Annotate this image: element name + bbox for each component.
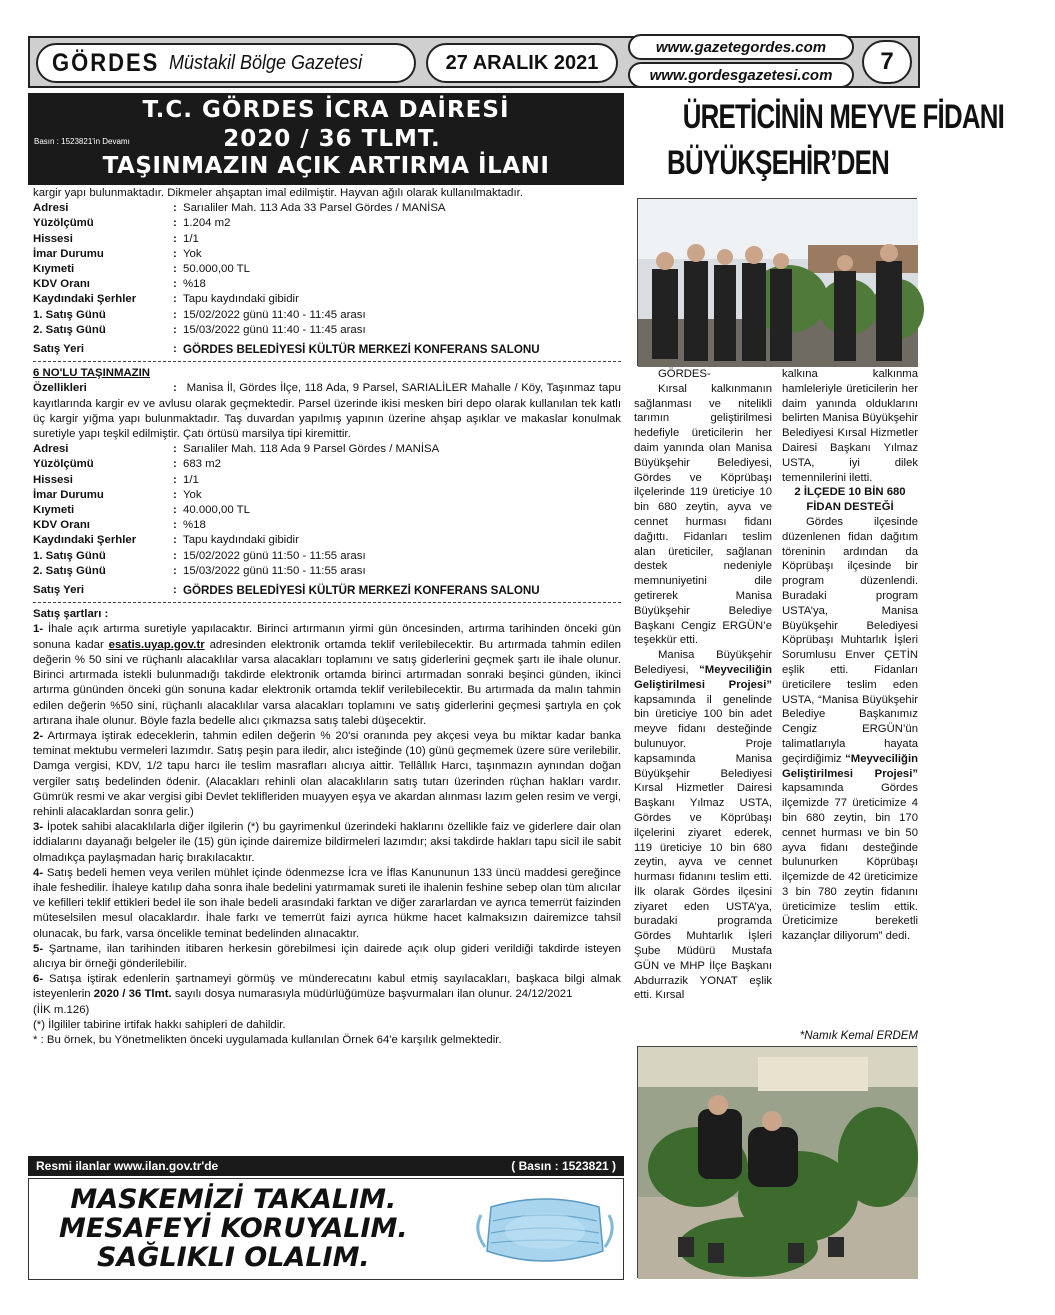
article-subheading-1: 2 İLÇEDE 10 BİN 680 — [794, 486, 906, 499]
detail-row: Kaydındaki Şerhler : Tapu kaydındaki gibidir — [33, 293, 299, 306]
detail-row: Kaydındaki Şerhler : Tapu kaydındaki gibidir — [33, 534, 299, 547]
headline-line-1: ÜRETİCİNİN MEYVE FİDANI — [682, 98, 1005, 136]
detail-row: Hissesi : 1/1 — [33, 473, 199, 486]
divider — [33, 361, 621, 362]
article-paragraph: kalkına kalkınma hamleleriyle üreticilerin her daim yanında olduklarını belirten Manisa Büyükşehir Belediyesi Kırsal Hizmetler Dairesi Başkanı Yılmaz USTA, iyi dilek temennilerini iletti. — [782, 368, 918, 484]
detail-row: Yüzölçümü : 1.204 m2 — [33, 217, 231, 230]
detail-row: 2. Satış Günü : 15/03/2022 günü 11:50 - 11:55 arası — [33, 564, 366, 577]
condition-6: 6- Satışa iştirak edenlerin şartnameyi görmüş ve münderecatını kabul etmiş sayılacakları, başkaca bilgi almak isteyenlerin 2020 / 36 Tlmt. sayılı dosya numarasıyla müdürlüğümüze başvurmaları ilan olunur. 24/12/2021 — [33, 973, 621, 1001]
detail-row: Kıymeti : 40.000,00 TL — [33, 504, 250, 517]
banner-line-3: SAĞLIKLI OLALIM. — [96, 1242, 370, 1273]
detail-row: Hissesi : 1/1 — [33, 232, 199, 245]
article-column-2 — [782, 367, 918, 944]
group-photo-image — [638, 199, 918, 367]
website-link-1[interactable]: www.gazetegordes.com — [628, 34, 854, 60]
detail-row: Kıymeti : 50.000,00 TL — [33, 263, 250, 276]
property-6-details — [33, 442, 621, 598]
issue-date: 27 ARALIK 2021 — [426, 43, 618, 83]
condition-5: 5- Şartname, ilan tarihinden itibaren herkesin görebilmesi için dairede açık olup gideri verildiği takdirde isteyen alıcıya bir örneği gönderilebilir. — [33, 942, 621, 970]
article-paragraph: Manisa Büyükşehir Belediyesi, “Meyveciliğin Geliştirilmesi Projesi” kapsamında il genelinde bin üreticiye 100 bin adet meyve fidanı desteğinde bulunuyor. Proje kapsamında Manisa Büyükşehir Belediyesi Kırsal Hizmetler Dairesi Başkanı Yılmaz USTA, Gördes ve Köprübaşı ilçelerini ziyaret ederek, 119 üreticiye 10 bin 680 zeytin, ayva ve cennet hurması fidanını teslim etti. İlk olarak Gördes ilçesini ziyaret eden USTA’ya, buradaki programda Gördes Muhtarlık İşleri Şube Müdürü Mustafa GÜN ve MHP İlçe Başkanı Abdurrazik YONAT eşlik etti. Kırsal — [634, 649, 772, 1002]
article-paragraph: Kırsal kalkınmanın sağlanması ve nitelikli tarımın geliştirilmesi hedefiyle üreticilerin her daim yanında olan Manisa Büyükşehir Belediyesi, Gördes ve Köprübaşı ilçelerinde 119 üreticiye 10 bin 680 zeytin, ayva ve cennet hurması fidanı dağıttı. Fidanları teslim alan üreticiler, sağlanan destek nedeniyle memnuniyetini dile getirerek Manisa Büyükşehir Belediye Başkanı Cengiz ERGÜN’e teşekkür etti. — [634, 382, 772, 647]
detail-row: KDV Oranı : %18 — [33, 519, 206, 532]
notice-intro: kargir yapı bulunmaktadır. Dikmeler ahşaptan imal edilmiştir. Hayvan ağılı olarak kullanılmaktadır. — [33, 187, 524, 199]
banner-text — [59, 1185, 408, 1272]
property-6-title: 6 NO'LU TAŞINMAZIN — [33, 367, 151, 380]
divider — [33, 602, 621, 603]
press-number: ( Basın : 1523821 ) — [511, 1159, 616, 1173]
detail-row: KDV Oranı : %18 — [33, 278, 206, 291]
page-number: 7 — [862, 40, 912, 84]
detail-row: İmar Durumu : Yok — [33, 488, 202, 501]
banner-line-2: MESAFEYİ KORUYALIM. — [59, 1213, 408, 1244]
seedlings-photo-image — [638, 1047, 918, 1279]
article-column-1 — [634, 367, 772, 1003]
notice-body — [33, 186, 621, 1048]
masthead-name — [36, 43, 416, 83]
official-ads-link[interactable]: Resmi ilanlar www.ilan.gov.tr'de — [36, 1159, 219, 1173]
banner-line-1: MASKEMİZİ TAKALIM. — [70, 1184, 397, 1215]
notice-footer — [28, 1156, 624, 1176]
detail-row-sale-place: Satış Yeri : GÖRDES BELEDİYESİ KÜLTÜR MERKEZİ KONFERANS SALONU — [33, 584, 540, 598]
newspaper-brand: GÖRDES — [52, 48, 160, 77]
condition-2: 2- Artırmaya iştirak edeceklerin, tahmin edilen değerin % 20'si oranında pey akçesi veya bu miktar kadar banka teminat mektubu vermeleri lazımdır. Satış peşin para iledir, alıcı isteğinde (10) günü geçmemek üzere süre verilebilir. Damga vergisi, KDV, 1/2 tapu harcı ile teslim masrafları alıcıya aittir. Tellâllık Harcı, taşınmazın aynından doğan vergiler satış bedelinden ödenir. (Alacakları rehinli olan alacaklıların satış tutarı üzerinden rüçhan hakları vardır. Gümrük resmi ve akar vergisi gibi Devlet teklifleriden muayyen eşya ve akardan alınması lazım gelen resim ve vergi, rehinli alacaklardan sonra gelir.) — [33, 729, 621, 818]
article-paragraph: Gördes ilçesinde düzenlenen fidan dağıtım töreninin ardından da Köprübaşı ilçesinde bir program düzenlendi. Buradaki program USTA’ya, Manisa Büyükşehir Belediyesi Köprübaşı Muhtarlık İşleri Sorumlusu Enver ÇETİN eşlik etti. Fidanları üreticilere teslim eden USTA, “Manisa Büyükşehir Belediye Başkanımız Cengiz ERGÜN’ün talimatlarıyla hayata geçirdiğimiz “Meyveciliğin Geliştirilmesi Projesi” kapsamında Gördes ilçemizde 77 üreticimize 4 bin 680 zeytin, bin 170 cennet hurması ve bin 50 ayva fidanı desteğinde bulunurken Köprübaşı ilçemizde de 42 üreticimize 3 bin 780 zeytin fidanını üreticimize teslim ettik. Üreticimize bereketli kazançlar diliyorum” dedi. — [782, 515, 918, 943]
detail-row: 1. Satış Günü : 15/02/2022 günü 11:40 - 11:45 arası — [33, 308, 366, 321]
conditions-title: Satış şartları : — [33, 608, 109, 621]
condition-3: 3- İpotek sahibi alacaklılarla diğer ilgilerin (*) bu gayrimenkul üzerindeki haklarını özellikle faiz ve giderlere dair olan iddialarını dayanağı belgeler ile (15) gün içinde dairemize bildirmeleri lazımdır; aksi takdirde hakları tapu sicil ile sabit olmadıkça paylaşmadan hariç bırakılacaktır. — [33, 821, 621, 864]
notice-title-3: TAŞINMAZIN AÇIK ARTIRMA İLANI — [102, 153, 550, 179]
article-byline: *Namık Kemal ERDEM — [799, 1030, 918, 1042]
masthead — [28, 36, 920, 88]
headline-line-2: BÜYÜKŞEHİR’DEN — [667, 144, 890, 182]
footnote-2: * : Bu örnek, bu Yönetmelikten önceki uygulamada kullanılan Örnek 64'e karşılık gelmektedir. — [33, 1033, 502, 1046]
detail-row-sale-place: Satış Yeri : GÖRDES BELEDİYESİ KÜLTÜR MERKEZİ KONFERANS SALONU — [33, 343, 540, 357]
detail-row: Yüzölçümü : 683 m2 — [33, 458, 221, 471]
detail-row: 2. Satış Günü : 15/03/2022 günü 11:40 - 11:45 arası — [33, 323, 366, 336]
condition-4: 4- Satış bedeli hemen veya verilen mühlet içinde ödenmezse İcra ve İflas Kanununun 133 üncü maddesi gereğince ihale feshedilir. İhaleye katılıp daha sonra ihale bedelini yatırmamak sureti ile ihalenin feshine sebep olan tüm alıcılar ve kefilleri teklif ettikleri bedel ile son ihale bedeli arasındaki farktan ve diğer zararlardan ve ayrıca temerrüt faizinden müteselsilen mesul olacaklardır. İhale farkı ve temerrüt faizi ayrıca hükme hacet kalmaksızın dairemizce tahsil olunacak, bu fark, varsa öncelikle teminat bedelinden alınacaktır. — [33, 866, 621, 940]
article-photo-group — [637, 198, 917, 366]
website-link-2[interactable]: www.gordesgazetesi.com — [628, 62, 854, 88]
newspaper-subtitle: Müstakil Bölge Gazetesi — [169, 51, 363, 74]
legal-reference: (İİK m.126) — [33, 1003, 90, 1016]
health-banner — [28, 1178, 624, 1280]
article-photo-seedlings — [637, 1046, 917, 1278]
property-6-features: Özellikleri : Manisa İl, Gördes İlçe, 118 Ada, 9 Parsel, SARIALİLER Mahalle / Köy, Taşınmaz tapu kayıtlarında kargir ev ve avlusu olarak geçmektedir. Parsel üzerinde ikisi mesken biri depo olarak kullanılan tek katlı üç kargir yığma yapı bulunmaktadır. Taş duvardan yapılmış yapının üzerine ahşap aşıklar ve makaslar konulmak suretiyle yapı teşkil edilmiştir. Çatı örtüsü marsilya tipi kiremittir. — [33, 382, 621, 441]
notice-basin-note: Basın : 1523821'in Devamı — [34, 137, 130, 146]
article-headline — [632, 94, 1005, 186]
detail-row: Adresi : Sarıaliler Mah. 118 Ada 9 Parsel Gördes / MANİSA — [33, 443, 440, 456]
article-subheading-2: FİDAN DESTEĞİ — [806, 501, 894, 514]
detail-row: Adresi : Sarıaliler Mah. 113 Ada 33 Parsel Gördes / MANİSA — [33, 202, 446, 215]
property-1-details — [33, 201, 621, 357]
detail-row: İmar Durumu : Yok — [33, 247, 202, 260]
condition-1: 1- İhale açık artırma suretiyle yapılacaktır. Birinci artırmanın yirmi gün öncesinden, artırma tarihinden önceki gün sonuna kadar esatis.uyap.gov.tr adresinden elektronik ortamda teklif verilebilecektir. Bu artırmada tahmin edilen değerin % 50 sini ve rüçhanlı alacaklılar varsa alacakları toplamını ve satış giderlerini geçmek şartı ile ihale olunur. Birinci artırmada istekli bulunmadığı takdirde elektronik ortamda birinci artırmadan sonraki beşinci günden, ikinci artırma gününden önceki gün sonuna kadar elektronik ortamda teklif verilebilecektir. Bu artırmada da malın tahmin edilen değerin %50 sini, rüçhanlı alacaklılar varsa alacakları toplamını ve satış giderlerini geçmesi şartıyla en çok artırana ihale olunur. Böyle fazla bedelle alıcı çıkmazsa satış talebi düşecektir. — [33, 623, 621, 727]
footnote-1: (*) İlgililer tabirine irtifak hakkı sahipleri de dahildir. — [33, 1018, 286, 1031]
notice-heading — [28, 93, 624, 185]
notice-title-2: 2020 / 36 TLMT. — [223, 126, 441, 152]
face-mask-icon — [471, 1185, 619, 1275]
esatis-link[interactable]: esatis.uyap.gov.tr — [108, 638, 205, 651]
notice-title-1: T.C. GÖRDES İCRA DAİRESİ — [142, 97, 510, 123]
detail-row: 1. Satış Günü : 15/02/2022 günü 11:50 - 11:55 arası — [33, 549, 366, 562]
article-dateline: GÖRDES- — [658, 368, 711, 380]
